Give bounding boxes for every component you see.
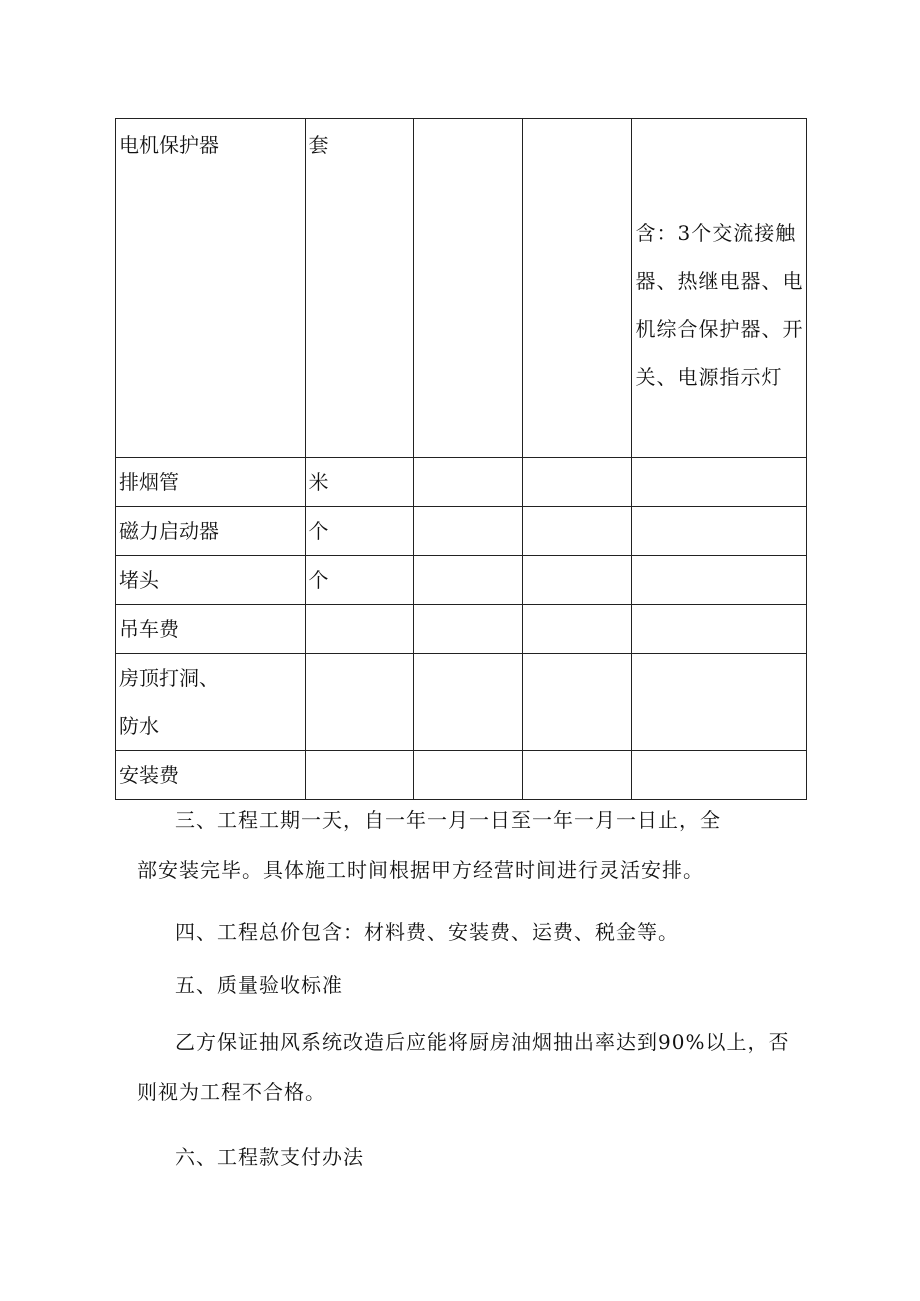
item-cell [523, 751, 632, 800]
total-price-paragraph: 四、工程总价包含：材料费、安装费、运费、税金等。 [175, 920, 679, 944]
item-unit: 个 [305, 507, 413, 556]
item-cell [413, 556, 522, 605]
item-cell [523, 507, 632, 556]
item-unit [305, 751, 413, 800]
item-name: 吊车费 [116, 605, 306, 654]
item-cell [413, 751, 522, 800]
item-name-line: 防水 [119, 714, 159, 738]
table-row [116, 507, 807, 556]
schedule-paragraph-line1: 三、工程工期一天，自一年一月一日至一年一月一日止，全 [175, 808, 721, 832]
item-unit [305, 654, 413, 751]
table-row [116, 751, 807, 800]
note-line: 关、电源指示灯 [635, 365, 783, 389]
item-name: 安装费 [116, 751, 306, 800]
table-row [116, 654, 807, 751]
item-cell [413, 654, 522, 751]
note-line: 含：3个交流接触 [635, 221, 797, 245]
item-name: 排烟管 [116, 458, 306, 507]
equipment-table [115, 118, 807, 800]
item-unit [305, 605, 413, 654]
item-note [632, 605, 807, 654]
schedule-paragraph-line2: 部安装完毕。具体施工时间根据甲方经营时间进行灵活安排。 [137, 858, 704, 882]
item-name [116, 654, 306, 751]
item-name-line: 房顶打洞、 [119, 666, 219, 690]
item-unit: 套 [305, 119, 413, 458]
item-note [632, 556, 807, 605]
item-cell [523, 654, 632, 751]
item-cell [413, 458, 522, 507]
item-cell [413, 119, 522, 458]
item-note [632, 751, 807, 800]
item-note [632, 119, 807, 458]
table-row [116, 605, 807, 654]
item-cell [413, 605, 522, 654]
item-note [632, 507, 807, 556]
table-row [116, 119, 807, 458]
table-row [116, 556, 807, 605]
note-line: 器、热继电器、电 [635, 269, 804, 293]
note-line: 机综合保护器、开 [635, 317, 804, 341]
item-note [632, 458, 807, 507]
table-row [116, 458, 807, 507]
item-note [632, 654, 807, 751]
item-cell [523, 556, 632, 605]
item-cell [523, 458, 632, 507]
payment-heading: 六、工程款支付办法 [175, 1145, 364, 1169]
item-unit: 个 [305, 556, 413, 605]
item-cell [523, 119, 632, 458]
item-cell [523, 605, 632, 654]
quality-paragraph-line1: 乙方保证抽风系统改造后应能将厨房油烟抽出率达到90%以上，否 [175, 1030, 790, 1054]
item-unit: 米 [305, 458, 413, 507]
quality-paragraph-line2: 则视为工程不合格。 [137, 1080, 326, 1104]
item-name: 堵头 [116, 556, 306, 605]
item-name: 磁力启动器 [116, 507, 306, 556]
quality-heading: 五、质量验收标准 [175, 973, 343, 997]
item-cell [413, 507, 522, 556]
item-name: 电机保护器 [116, 119, 306, 458]
